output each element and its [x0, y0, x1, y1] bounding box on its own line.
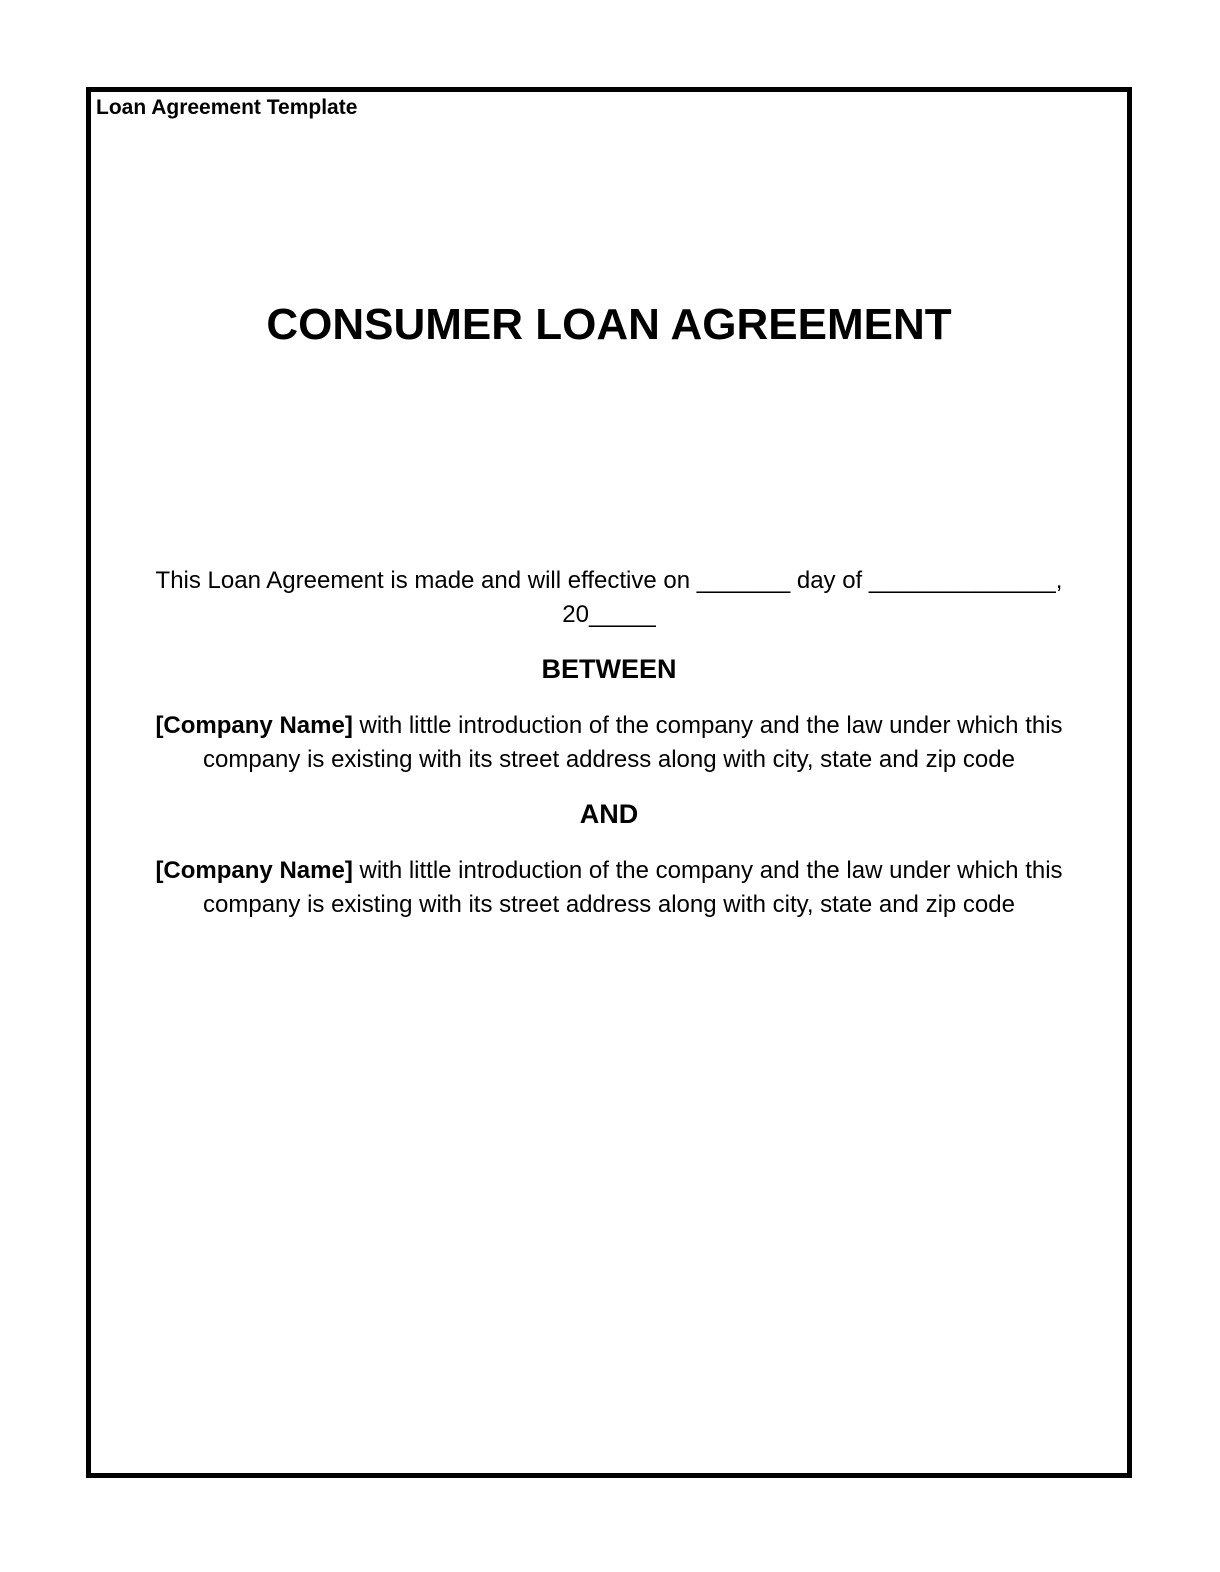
party-1-name: [Company Name] [155, 712, 353, 739]
party-1-block [110, 709, 1108, 777]
effective-date-line-1: This Loan Agreement is made and will effective on _______ day of ______________, [155, 567, 1063, 594]
party-1-description-line-2: company is existing with its street address along with city, state and zip code [203, 746, 1015, 773]
template-label: Loan Agreement Template [96, 96, 358, 119]
between-heading: BETWEEN [541, 654, 677, 684]
party-2-description-line-1: with little introduction of the company and the law under which this [352, 857, 1063, 884]
party-2-name: [Company Name] [155, 857, 353, 884]
document-title: CONSUMER LOAN AGREEMENT [266, 300, 952, 349]
effective-date-line-2: 20_____ [562, 601, 656, 628]
party-1-description-line-1: with little introduction of the company and the law under which this [352, 712, 1063, 739]
party-2-description-line-2: company is existing with its street address along with city, state and zip code [203, 891, 1015, 918]
party-2-block [110, 854, 1108, 922]
effective-date-clause [110, 564, 1108, 632]
and-heading: AND [579, 799, 639, 829]
party-2-line-1 [110, 854, 1108, 888]
page-border [86, 87, 1132, 1478]
party-1-line-1 [110, 709, 1108, 743]
